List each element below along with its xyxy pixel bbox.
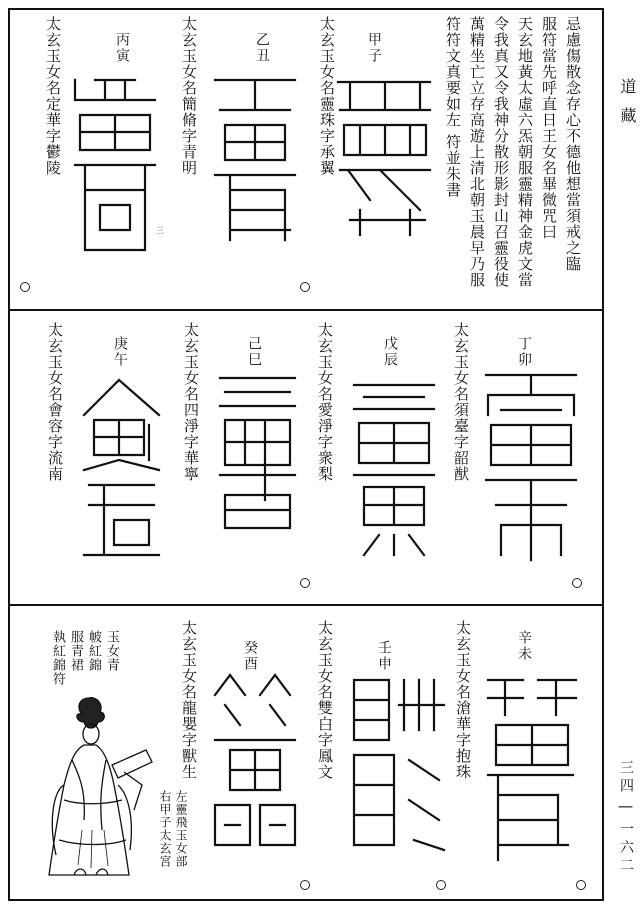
talisman-yichou — [205, 70, 305, 250]
caption-guiyou: 太玄玉女名龍嬰字獸生 — [180, 620, 198, 780]
cyclic-yichou: 乙丑 — [254, 32, 270, 64]
talisman-jiazi — [330, 70, 440, 240]
cyclic-gengwu: 庚午 — [112, 336, 128, 368]
caption-gengwu: 太玄玉女名會容字流南 — [46, 322, 64, 482]
right-note-2: 左靈飛玉女部 — [174, 790, 188, 868]
figure-text-2: 帔紅錦 — [86, 630, 101, 672]
caption-jiazi: 太玄玉女名靈珠字承翼 — [318, 16, 336, 176]
text-column-4: 令我真又令我神分散形影封山召靈役使 — [492, 16, 510, 288]
ring-p3-c — [576, 880, 586, 890]
text-column-3: 天玄地黃太虛六炁朝服靈精神金虎文當 — [516, 16, 534, 288]
ring-p1-a — [300, 282, 310, 292]
ring-p3-a — [300, 880, 310, 890]
caption-bingyin: 太玄玉女名定華字鬱陵 — [44, 16, 62, 176]
collection-title: 道 藏 — [618, 78, 637, 128]
caption-wuchen: 太玄玉女名愛淨字衆梨 — [316, 322, 334, 482]
cyclic-xinwei: 辛未 — [516, 630, 532, 662]
caption-dingmao: 太玄玉女名須臺字韶猷 — [452, 322, 470, 482]
caption-jisi: 太玄玉女名四淨字華寧 — [182, 322, 200, 482]
panel-divider-2 — [8, 604, 604, 606]
ring-p2-a — [300, 578, 310, 588]
note-san: 三 — [156, 226, 164, 235]
figure-text-4: 執紅錦符 — [50, 630, 65, 686]
caption-yichou: 太玄玉女名簡脩字青明 — [180, 16, 198, 176]
page-number: 三四 | 一六二 — [618, 760, 634, 876]
caption-xinwei: 太玄玉女名滄華字抱珠 — [454, 620, 472, 780]
figure-text-1: 玉女青 — [104, 630, 119, 672]
talisman-gengwu — [74, 375, 169, 565]
text-column-2: 服符當先呼直日王女名畢微咒曰 — [540, 16, 558, 240]
talisman-wuchen — [344, 375, 444, 560]
ring-p3-b — [436, 880, 446, 890]
caption-renshen: 太玄玉女名雙白字鳳文 — [316, 620, 334, 780]
cyclic-jiazi: 甲子 — [366, 32, 382, 64]
talisman-jisi — [210, 370, 305, 535]
ring-p1-b — [20, 282, 30, 292]
talisman-renshen — [344, 670, 454, 855]
text-column-1: 忌慮傷散念存心不德他想當須戒之臨 — [564, 16, 582, 272]
talisman-dingmao — [476, 365, 586, 565]
text-column-6: 符符文真要如左 符並朱書 — [444, 16, 462, 198]
ring-p2-b — [572, 578, 582, 588]
cyclic-dingmao: 丁卯 — [516, 336, 532, 368]
right-note-1: 右甲子太玄宮 — [158, 790, 172, 868]
talisman-xinwei — [478, 670, 583, 870]
cyclic-renshen: 壬申 — [376, 640, 392, 672]
text-column-5: 萬精坐亡立存高遊上清北朝玉晨早乃服 — [468, 16, 486, 288]
jade-maiden-figure — [34, 690, 164, 890]
cyclic-guiyou: 癸酉 — [242, 640, 258, 672]
figure-text-3: 服青裙 — [68, 630, 83, 672]
cyclic-jisi: 己巳 — [246, 336, 262, 368]
talisman-guiyou — [205, 670, 305, 855]
talisman-bingyin — [65, 70, 165, 260]
cyclic-bingyin: 丙寅 — [114, 32, 130, 64]
cyclic-wuchen: 戊辰 — [382, 336, 398, 368]
panel-divider-1 — [8, 309, 604, 311]
